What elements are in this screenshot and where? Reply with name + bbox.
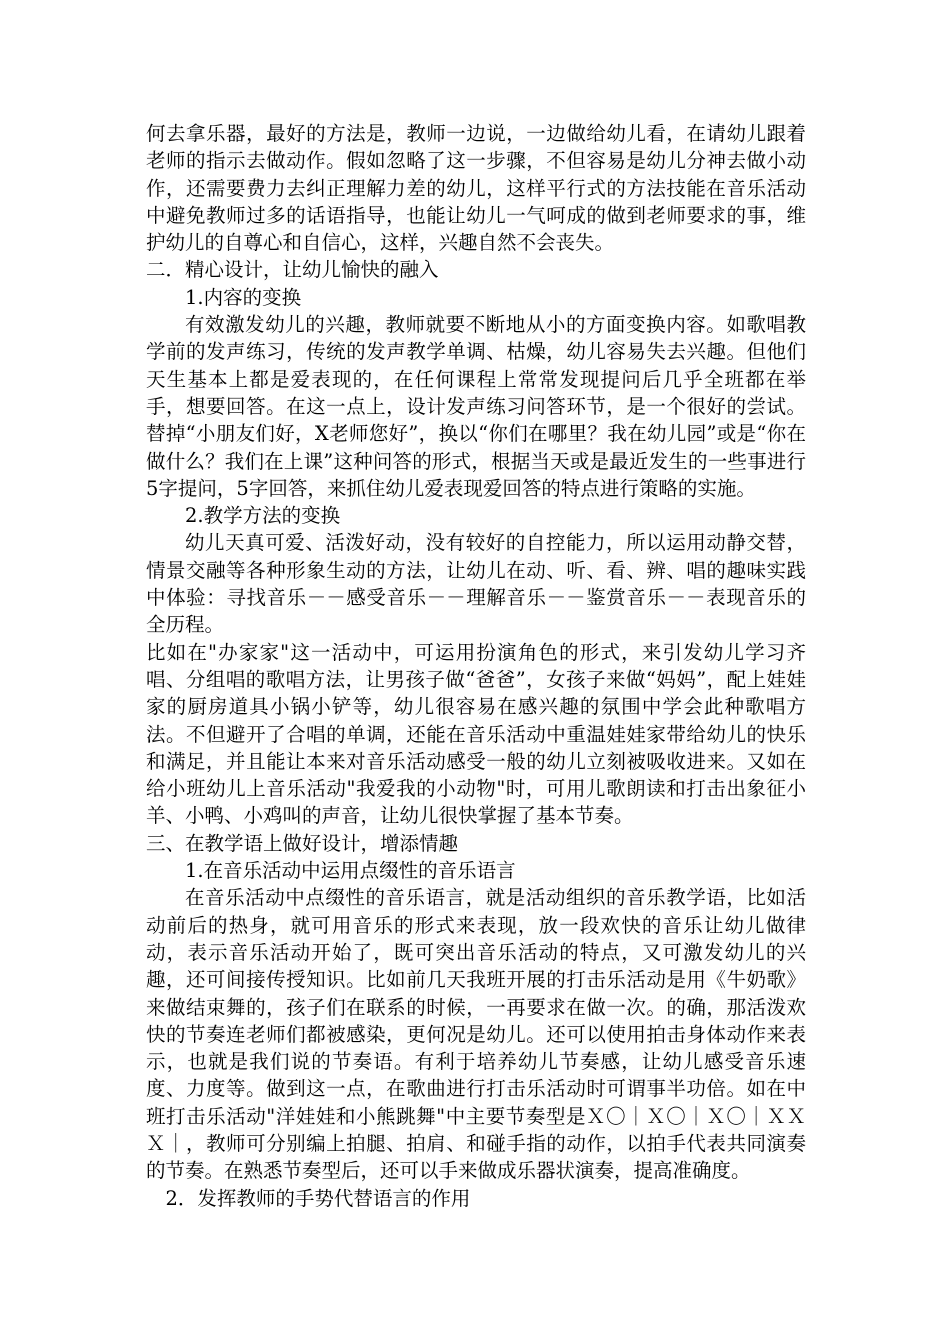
section-heading-2: 二．精心设计，让幼儿愉快的融入 [146, 258, 439, 282]
body-paragraph: 有效激发幼儿的兴趣，教师就要不断地从小的方面变换内容。如歌唱教学前的发声练习，传统的发声教学单调、枯燥，幼儿容易失去兴趣。但他们天生基本上都是爱表现的，在任何课程上常常发现提问后几乎全班都在举手，想要回答。在这一点上，设计发声练习问答环节，是一个很好的尝试。替掉“小朋友们好，X老师您好”，换以“你们在哪里？我在幼儿园”或是“你在做什么？我们在上课”这种问答的形式，根据当天或是最近发生的一些事进行5字提问，5字回答，来抓住幼儿爱表现爱回答的特点进行策略的实施。 [146, 313, 806, 500]
subsection-heading: 2．发挥教师的手势代替语言的作用 [165, 1186, 471, 1210]
document-page [146, 120, 806, 1212]
subsection-heading: 1.在音乐活动中运用点缀性的音乐语言 [185, 859, 516, 883]
subsection-heading: 2.教学方法的变换 [185, 504, 341, 528]
body-paragraph: 比如在"办家家"这一活动中，可运用扮演角色的形式，来引发幼儿学习齐唱、分组唱的歌唱方法，让男孩子做“爸爸”，女孩子来做“妈妈”，配上娃娃家的厨房道具小锅小铲等，幼儿很容易在感兴趣的氛围中学会此种歌唱方法。不但避开了合唱的单调，还能在音乐活动中重温娃娃家带给幼儿的快乐和满足，并且能让本来对音乐活动感受一般的幼儿立刻被吸收进来。又如在给小班幼儿上音乐活动"我爱我的小动物"时，可用儿歌朗读和打击出象征小羊、小鸭、小鸡叫的声音，让幼儿很快掌握了基本节奏。 [146, 640, 806, 828]
subsection-heading: 1.内容的变换 [185, 285, 302, 309]
section-heading-3: 三、在教学语上做好设计，增添情趣 [146, 831, 459, 855]
body-paragraph: 幼儿天真可爱、活泼好动，没有较好的自控能力，所以运用动静交替，情景交融等各种形象生动的方法，让幼儿在动、听、看、辨、唱的趣味实践中体验：寻找音乐－－感受音乐－－理解音乐－－鉴赏音乐－－表现音乐的全历程。 [146, 531, 806, 637]
body-paragraph: 何去拿乐器，最好的方法是，教师一边说，一边做给幼儿看，在请幼儿跟着老师的指示去做动作。假如忽略了这一步骤，不但容易是幼儿分神去做小动作，还需要费力去纠正理解力差的幼儿，这样平行式的方法技能在音乐活动中避免教师过多的话语指导，也能让幼儿一气呵成的做到老师要求的事，维护幼儿的自尊心和自信心，这样，兴趣自然不会丧失。 [146, 122, 806, 255]
body-paragraph: 在音乐活动中点缀性的音乐语言，就是活动组织的音乐教学语，比如活动前后的热身，就可用音乐的形式来表现，放一段欢快的音乐让幼儿做律动，表示音乐活动开始了，既可突出音乐活动的特点，又可激发幼儿的兴趣，还可间接传授知识。比如前几天我班开展的打击乐活动是用《牛奶歌》来做结束舞的，孩子们在联系的时候，一再要求在做一次。的确，那活泼欢快的节奏连老师们都被感染，更何况是幼儿。还可以使用拍击身体动作来表示，也就是我们说的节奏语。有利于培养幼儿节奏感，让幼儿感受音乐速度、力度等。做到这一点，在歌曲进行打击乐活动时可谓事半功倍。如在中班打击乐活动"洋娃娃和小熊跳舞"中主要节奏型是Ｘ〇｜Ｘ〇｜Ｘ〇｜ＸＸＸ｜，教师可分别编上拍腿、拍肩、和碰手指的动作，以拍手代表共同演奏的节奏。在熟悉节奏型后，还可以手来做成乐器状演奏，提高准确度。 [146, 886, 806, 1183]
